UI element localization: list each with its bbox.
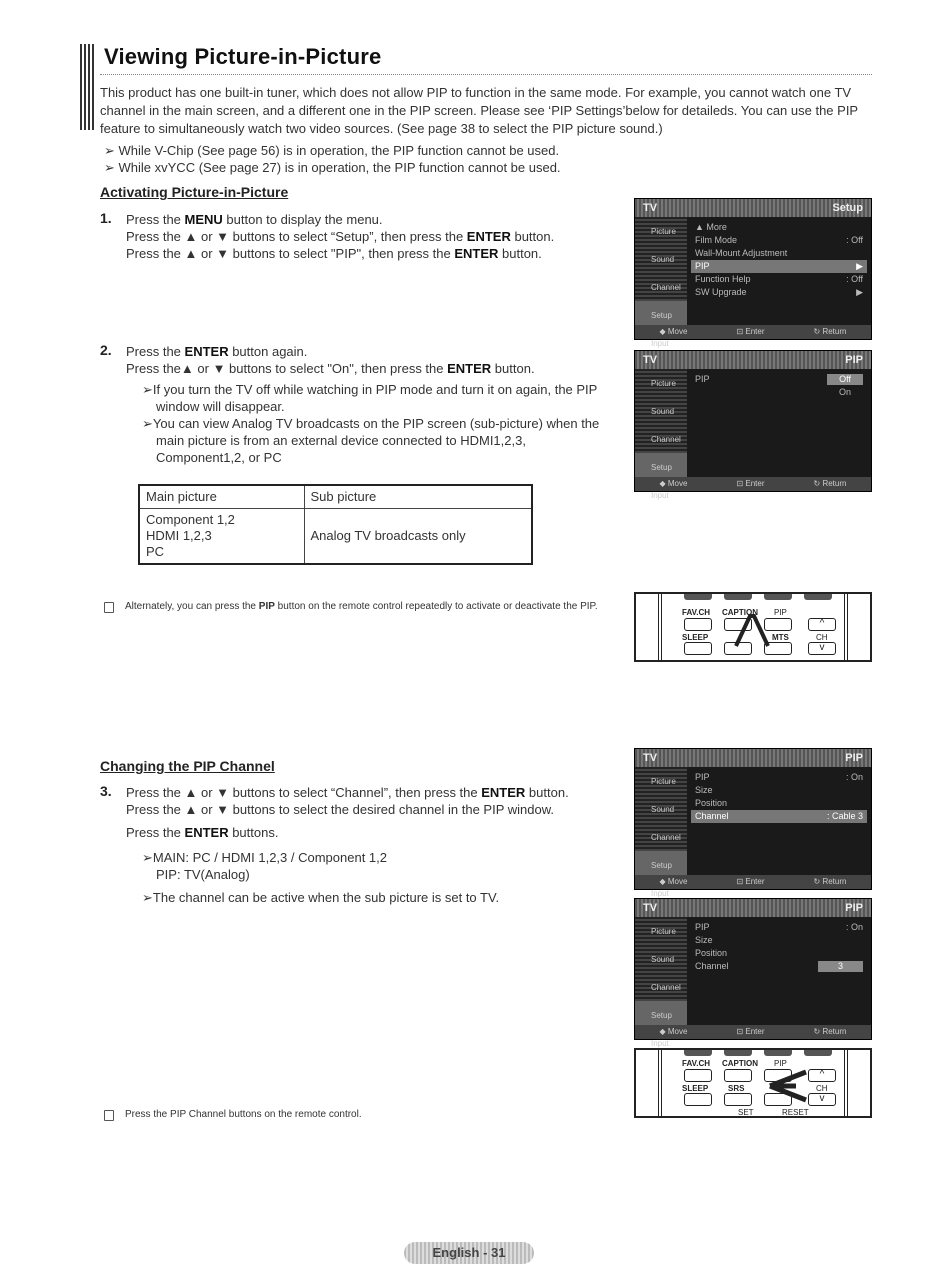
sub-note: ➢ If you turn the TV off while watching in PIP mode and turn it on again, the PIP window will disappear.	[142, 381, 612, 415]
table-header-cell: Main picture	[139, 485, 304, 509]
table-header-row	[139, 485, 532, 509]
tv-screen-pip-channel: TV PIP Picture Sound Channel Setup Input PIP : On Size Position Channel : Cable 3 ◆ Move ⊡ Enter ↻ Return	[634, 748, 872, 890]
memo-text-1: Alternately, you can press the PIP button on the remote control repeatedly to activate or deactivate the PIP.	[125, 601, 598, 612]
memo-icon	[104, 1110, 114, 1121]
table-row	[139, 509, 532, 565]
section-heading-changing: Changing the PIP Channel	[100, 758, 275, 774]
title-bar-decoration	[80, 44, 94, 130]
memo-icon	[104, 602, 114, 613]
notes-list	[104, 142, 561, 176]
memo-text-2: Press the PIP Channel buttons on the remote control.	[125, 1109, 362, 1120]
step-number: 3.	[100, 783, 112, 799]
sub-note: ➢ The channel can be active when the sub picture is set to TV.	[142, 889, 612, 906]
sub-note: ➢ You can view Analog TV broadcasts on the PIP screen (sub-picture) when the main picture is from an external device connected to HDMI1,2,3, Component1,2, or PC	[142, 415, 612, 466]
pointer-arrow-icon	[732, 612, 772, 648]
screen-sidebar: Picture Sound Channel Setup Input	[635, 217, 687, 325]
step-3-notes	[142, 849, 612, 906]
step-number: 1.	[100, 210, 112, 226]
intro-paragraph: This product has one built-in tuner, which does not allow PIP to function in the same mode. For example, you cannot watch one TV channel in the main screen, and a different one in the PIP screen. Please see ‘PIP Settings’below for detaileds. You can use the PIP feature to simultaneously watch two video sources. (See page 38 to select the PIP picture sound.)	[100, 85, 858, 136]
section-heading-activating: Activating Picture-in-Picture	[100, 184, 289, 200]
table-header-cell: Sub picture	[304, 485, 532, 509]
remote-control-channel: FAV.CH CAPTION PIP ^ SLEEP SRS CH v SET RESET	[634, 1048, 872, 1118]
tv-screen-pip-channel-select: TV PIP Picture Sound Channel Setup Input PIP : On Size Position Channel 3 ◆ Move ⊡ Enter ↻ Return	[634, 898, 872, 1040]
tv-screen-pip-onoff: TV PIP Picture Sound Channel Setup Input PIP Off On ◆ Move ⊡ Enter ↻ Return	[634, 350, 872, 492]
note-item: ➢ While V-Chip (See page 56) is in operation, the PIP function cannot be used.	[104, 142, 561, 159]
tv-screen-setup: TV Setup Picture Sound Channel Setup Input ▲ More Film Mode : Off Wall-Mount Adjustment PIP ▶ Function Help : Off SW Upgrade ▶ ◆ Move ⊡ Enter ↻ Return	[634, 198, 872, 340]
step-1-text: Press the MENU button to display the menu. Press the ▲ or ▼ buttons to select “Setup”, then press the ENTER button. Press the ▲ or ▼ buttons to select "PIP", then press the ENTER button.	[126, 212, 555, 261]
pip-source-table	[138, 484, 533, 565]
step-number: 2.	[100, 342, 112, 358]
table-cell-main: Component 1,2 HDMI 1,2,3 PC	[139, 509, 304, 565]
table-cell-sub: Analog TV broadcasts only	[304, 509, 532, 565]
title-rule	[100, 74, 872, 75]
sub-note: ➢ MAIN: PC / HDMI 1,2,3 / Component 1,2	[142, 849, 612, 866]
step-3-text: Press the ▲ or ▼ buttons to select “Channel”, then press the ENTER button. Press the ▲ or ▼ buttons to select the desired channel in the PIP window. Press the ENTER buttons.	[126, 785, 569, 840]
screen-menu: ▲ More Film Mode : Off Wall-Mount Adjustment PIP ▶ Function Help : Off SW Upgrade ▶	[691, 221, 867, 299]
note-item: ➢ While xvYCC (See page 27) is in operation, the PIP function cannot be used.	[104, 159, 561, 176]
sub-note-pip: PIP: TV(Analog)	[156, 867, 250, 882]
step-2-notes	[142, 381, 612, 466]
page-footer: English - 31	[404, 1242, 534, 1264]
page-title: Viewing Picture-in-Picture	[104, 44, 382, 69]
pointer-arrow-icon	[766, 1064, 810, 1108]
remote-control-pip: FAV.CH CAPTION PIP ^ SLEEP MTS CH v	[634, 592, 872, 662]
step-2-text: Press the ENTER button again. Press the▲ or ▼ buttons to select "On", then press the ENTER button.	[126, 344, 535, 376]
